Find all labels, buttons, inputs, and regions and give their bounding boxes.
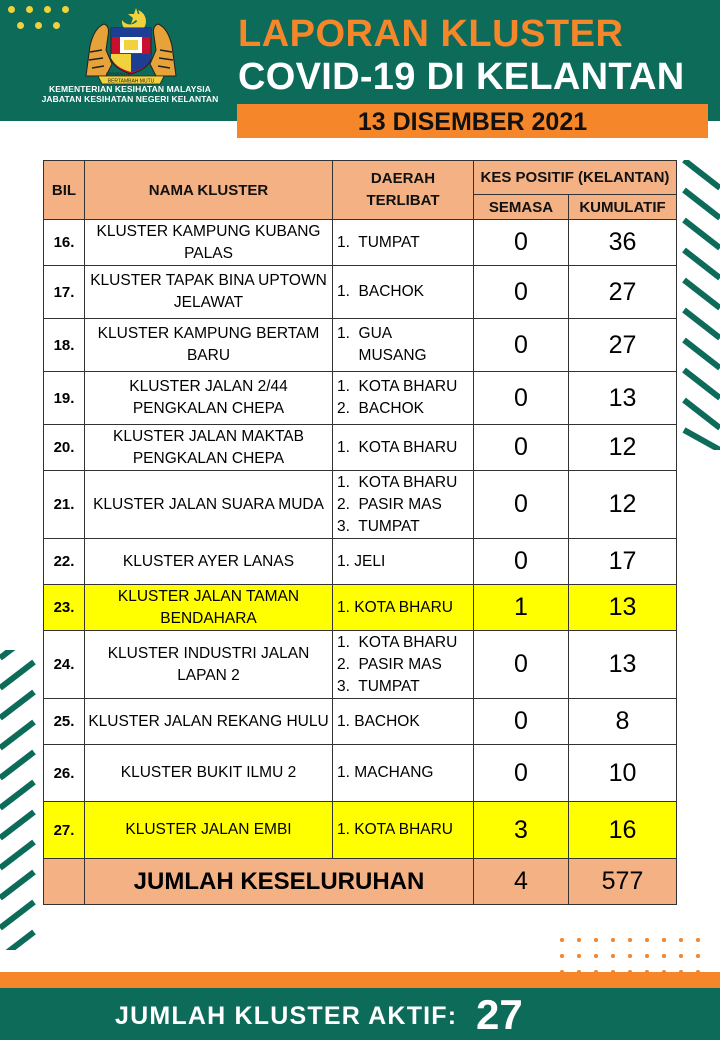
daerah-item: 3. TUMPAT <box>337 677 420 695</box>
cell-daerah <box>333 745 474 802</box>
total-label: JUMLAH KESELURUHAN <box>85 859 474 905</box>
cell-semasa: 0 <box>474 220 569 266</box>
right-stripes-decoration <box>676 160 720 450</box>
cell-bil: 21. <box>44 471 85 539</box>
total-empty-cell <box>44 859 85 905</box>
cell-daerah <box>333 372 474 425</box>
header-kumulatif: KUMULATIF <box>569 195 677 220</box>
cell-semasa: 1 <box>474 585 569 631</box>
table-row <box>44 539 677 585</box>
cell-kumulatif: 13 <box>569 631 677 699</box>
daerah-item: MUSANG <box>337 347 427 364</box>
left-stripes-decoration <box>0 650 40 950</box>
cell-semasa: 0 <box>474 425 569 471</box>
ministry-line-2: JABATAN KESIHATAN NEGERI KELANTAN <box>41 94 219 104</box>
cell-semasa: 3 <box>474 802 569 859</box>
total-kumulatif: 577 <box>569 859 677 905</box>
cell-daerah <box>333 220 474 266</box>
daerah-item: 1. TUMPAT <box>337 233 420 251</box>
daerah-item: 1. KOTA BHARU <box>337 378 458 395</box>
cluster-table-wrapper <box>43 160 677 905</box>
ministry-line-1: KEMENTERIAN KESIHATAN MALAYSIA <box>49 84 211 94</box>
cell-bil: 23. <box>44 585 85 631</box>
table-row <box>44 266 677 319</box>
daerah-item: 1. MACHANG <box>337 764 434 781</box>
cell-semasa: 0 <box>474 631 569 699</box>
cell-bil: 17. <box>44 266 85 319</box>
cell-bil: 27. <box>44 802 85 859</box>
cell-semasa: 0 <box>474 699 569 745</box>
cell-nama-kluster: KLUSTER KAMPUNG BERTAM BARU <box>85 319 333 372</box>
cell-nama-kluster: KLUSTER JALAN SUARA MUDA <box>85 471 333 539</box>
cell-daerah <box>333 631 474 699</box>
cell-kumulatif: 13 <box>569 585 677 631</box>
cell-bil: 26. <box>44 745 85 802</box>
cell-semasa: 0 <box>474 266 569 319</box>
cell-semasa: 0 <box>474 539 569 585</box>
cell-nama-kluster: KLUSTER JALAN REKANG HULU <box>85 699 333 745</box>
cell-semasa: 0 <box>474 372 569 425</box>
daerah-item: 3. TUMPAT <box>337 517 420 535</box>
cell-kumulatif: 10 <box>569 745 677 802</box>
header-daerah <box>333 161 474 220</box>
daerah-item: 1. GUA <box>337 325 393 342</box>
table-row <box>44 425 677 471</box>
cell-daerah <box>333 319 474 372</box>
table-row <box>44 631 677 699</box>
cell-daerah <box>333 802 474 859</box>
table-total-row <box>44 859 677 905</box>
cell-bil: 24. <box>44 631 85 699</box>
cell-semasa: 0 <box>474 319 569 372</box>
table-row <box>44 319 677 372</box>
cell-kumulatif: 12 <box>569 471 677 539</box>
cell-daerah <box>333 266 474 319</box>
cell-nama-kluster: KLUSTER TAPAK BINA UPTOWN JELAWAT <box>85 266 333 319</box>
cell-bil: 20. <box>44 425 85 471</box>
cell-bil: 25. <box>44 699 85 745</box>
cell-kumulatif: 17 <box>569 539 677 585</box>
page-title-line-2: COVID-19 DI KELANTAN <box>238 56 685 98</box>
cell-kumulatif: 12 <box>569 425 677 471</box>
daerah-item: 2. PASIR MAS <box>337 655 442 673</box>
cell-kumulatif: 27 <box>569 266 677 319</box>
report-date: 13 DISEMBER 2021 <box>237 104 708 138</box>
crest-motto: BERTAMBAH MUTU <box>107 78 155 85</box>
cell-bil: 18. <box>44 319 85 372</box>
daerah-item: 2. PASIR MAS <box>337 495 442 513</box>
cell-nama-kluster: KLUSTER INDUSTRI JALAN LAPAN 2 <box>85 631 333 699</box>
cell-bil: 19. <box>44 372 85 425</box>
footer-orange-band <box>0 972 720 988</box>
daerah-item: 1. KOTA BHARU <box>337 821 453 838</box>
table-row <box>44 471 677 539</box>
active-cluster-label: JUMLAH KLUSTER AKTIF: <box>115 1002 458 1030</box>
cell-semasa: 0 <box>474 471 569 539</box>
cell-kumulatif: 8 <box>569 699 677 745</box>
header-bil: BIL <box>44 161 85 220</box>
header-daerah-line-2: TERLIBAT <box>366 192 440 209</box>
table-row <box>44 220 677 266</box>
page-title-line-1: LAPORAN KLUSTER <box>238 13 624 55</box>
cell-nama-kluster: KLUSTER JALAN MAKTAB PENGKALAN CHEPA <box>85 425 333 471</box>
table-row <box>44 372 677 425</box>
daerah-item: 1. KOTA BHARU <box>337 438 458 456</box>
table-body <box>44 220 677 905</box>
table-row <box>44 699 677 745</box>
cell-kumulatif: 27 <box>569 319 677 372</box>
header-kes-positif: KES POSITIF (KELANTAN) <box>474 161 677 195</box>
daerah-item: 1. KOTA BHARU <box>337 633 458 651</box>
header-nama-kluster: NAMA KLUSTER <box>85 161 333 220</box>
cluster-table <box>43 160 677 905</box>
daerah-item: 1. KOTA BHARU <box>337 473 458 491</box>
active-cluster-count: 27 <box>476 991 523 1038</box>
daerah-item: 1. JELI <box>337 552 386 570</box>
crest-motto-left: BERSEKUTU <box>106 71 131 76</box>
table-row <box>44 745 677 802</box>
ministry-name <box>40 84 220 104</box>
cell-nama-kluster: KLUSTER JALAN EMBI <box>85 802 333 859</box>
malaysia-coat-of-arms-icon <box>76 6 186 86</box>
cell-kumulatif: 16 <box>569 802 677 859</box>
cell-nama-kluster: KLUSTER JALAN 2/44 PENGKALAN CHEPA <box>85 372 333 425</box>
header-daerah-line-1: DAERAH <box>370 170 436 187</box>
cell-daerah <box>333 699 474 745</box>
cell-nama-kluster: KLUSTER AYER LANAS <box>85 539 333 585</box>
cell-nama-kluster: KLUSTER JALAN TAMAN BENDAHARA <box>85 585 333 631</box>
cell-bil: 16. <box>44 220 85 266</box>
daerah-item: 1. BACHOK <box>337 712 420 730</box>
total-semasa: 4 <box>474 859 569 905</box>
cell-semasa: 0 <box>474 745 569 802</box>
cell-daerah <box>333 471 474 539</box>
cell-kumulatif: 13 <box>569 372 677 425</box>
daerah-item: 2. BACHOK <box>337 400 424 417</box>
cell-bil: 22. <box>44 539 85 585</box>
table-row <box>44 585 677 631</box>
table-row <box>44 802 677 859</box>
header-semasa: SEMASA <box>474 195 569 220</box>
daerah-item: 1. KOTA BHARU <box>337 598 453 616</box>
cell-nama-kluster: KLUSTER BUKIT ILMU 2 <box>85 745 333 802</box>
cell-daerah <box>333 585 474 631</box>
cell-daerah <box>333 539 474 585</box>
daerah-item: 1. BACHOK <box>337 283 424 300</box>
cell-nama-kluster: KLUSTER KAMPUNG KUBANG PALAS <box>85 220 333 266</box>
cell-daerah <box>333 425 474 471</box>
cell-kumulatif: 36 <box>569 220 677 266</box>
